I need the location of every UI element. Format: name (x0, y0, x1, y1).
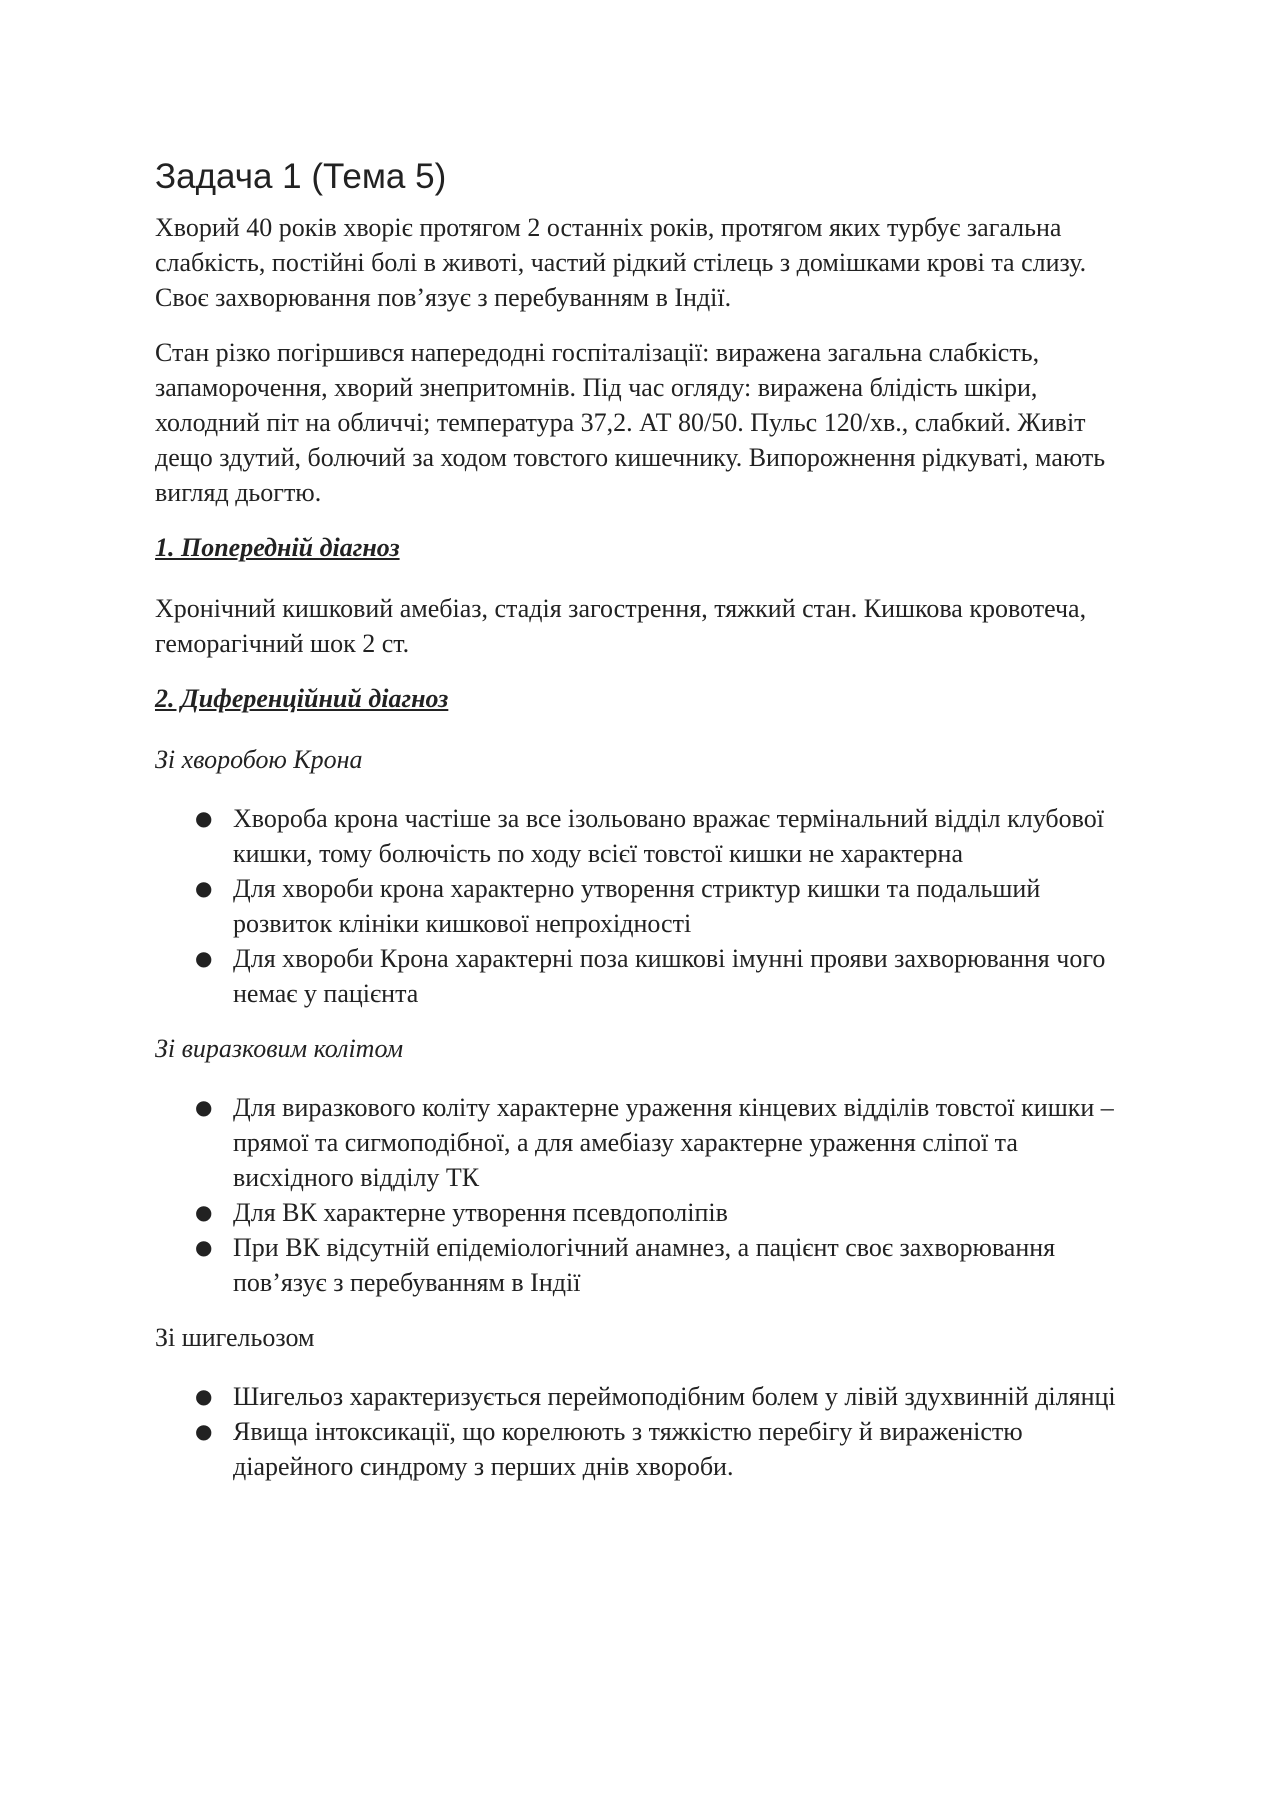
intro-paragraph-history: Хворий 40 років хворіє протягом 2 останніх років, протягом яких турбує загальна слабкість, постійні болі в животі, частий рідкий стілець з домішками крові та слизу. Своє захворювання пов’язує з перебуванням в Індії. (155, 213, 1087, 312)
shigellosis-list (155, 1379, 1130, 1484)
list-item-text: Хвороба крона частіше за все ізольовано вражає термінальний відділ клубової кишки, тому болючість по ходу всієї товстої кишки не характерна (233, 804, 1104, 868)
list-item (155, 941, 1130, 1011)
bullet-icon: ● (195, 1419, 213, 1443)
list-item-text: Шигельоз характеризується переймоподібним болем у лівій здухвинній ділянці (233, 1382, 1116, 1411)
bullet-icon: ● (195, 1235, 213, 1259)
subheading-shigellosis: Зі шигельозом (155, 1323, 315, 1352)
preliminary-diagnosis-text: Хронічний кишковий амебіаз, стадія загострення, тяжкий стан. Кишкова кровотеча, геморагічний шок 2 ст. (155, 594, 1087, 658)
section-heading-preliminary-diagnosis: 1. Попередній діагноз (155, 533, 400, 562)
subheading-crohn: Зі хворобою Крона (155, 745, 363, 774)
list-item-text: Для ВК характерне утворення псевдополіпів (233, 1198, 728, 1227)
list-item (155, 1195, 1130, 1230)
list-item-text: При ВК відсутній епідеміологічний анамнез, а пацієнт своє захворювання пов’язує з перебуванням в Індії (233, 1233, 1056, 1297)
intro-paragraph-condition: Стан різко погіршився напередодні госпіталізації: виражена загальна слабкість, запаморочення, хворий знепритомнів. Під час огляду: виражена блідість шкіри, холодний піт на обличчі; температура 37,2. АТ 80/50. Пульс 120/хв., слабкий. Живіт дещо здутий, болючий за ходом товстого кишечнику. Випорожнення рідкуваті, мають вигляд дьогтю. (155, 338, 1106, 507)
subheading-ulcerative-colitis: Зі виразковим колітом (155, 1034, 404, 1063)
bullet-icon: ● (195, 876, 213, 900)
list-item (155, 1230, 1130, 1300)
list-item (155, 1379, 1130, 1414)
list-item-text: Для виразкового коліту характерне ураження кінцевих відділів товстої кишки – прямої та сигмоподібної, а для амебіазу характерне ураження сліпої та висхідного відділу ТК (233, 1093, 1114, 1192)
list-item-text: Явища інтоксикації, що корелюють з тяжкістю перебігу й вираженістю діарейного синдрому з перших днів хвороби. (233, 1417, 1023, 1481)
bullet-icon: ● (195, 946, 213, 970)
bullet-icon: ● (195, 806, 213, 830)
bullet-icon: ● (195, 1200, 213, 1224)
list-item (155, 1090, 1130, 1195)
bullet-icon: ● (195, 1384, 213, 1408)
list-item (155, 871, 1130, 941)
bullet-icon: ● (195, 1095, 213, 1119)
list-item (155, 1414, 1130, 1484)
list-item-text: Для хвороби Крона характерні поза кишкові імунні прояви захворювання чого немає у пацієнта (233, 944, 1106, 1008)
document-body (155, 154, 1130, 1504)
section-heading-differential-diagnosis: 2. Диференційний діагноз (155, 684, 449, 713)
list-item-text: Для хвороби крона характерно утворення стриктур кишки та подальший розвиток клініки кишкової непрохідності (233, 874, 1041, 938)
document-title: Задача 1 (Тема 5) (155, 157, 447, 196)
list-item (155, 801, 1130, 871)
crohn-list (155, 801, 1130, 1011)
ulcerative-colitis-list (155, 1090, 1130, 1300)
